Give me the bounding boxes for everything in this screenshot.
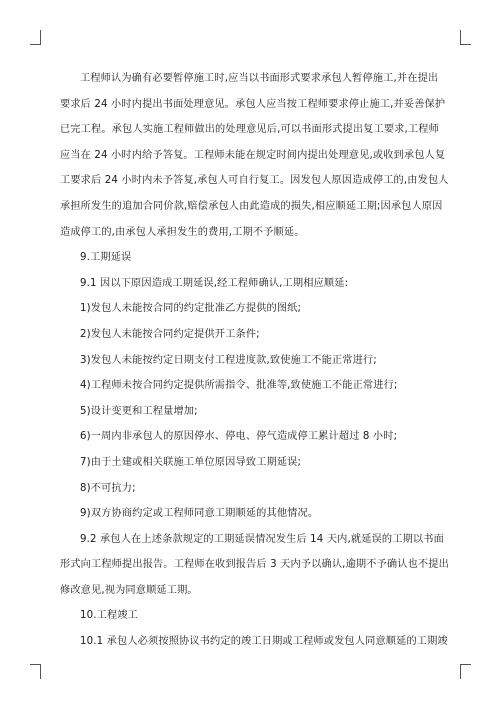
crop-mark-top-left: [30, 30, 41, 45]
paragraph-line: 应当在 24 小时内给予答复。工程师未能在规定时间内提出处理意见,或收到承包人复: [60, 149, 446, 161]
list-item: 4)工程师未按合同约定提供所需指令、批准等,致使施工不能正常进行;: [80, 380, 398, 392]
clause-line: 9.1 因以下原因造成工期延误,经工程师确认,工期相应顺延:: [80, 277, 349, 289]
clause-line: 9.2 承包人在上述条款规定的工期延误情况发生后 14 天内,就延误的工期以书面: [80, 533, 444, 545]
paragraph-line: 已完工程。承包人实施工程师做出的处理意见后,可以书面形式提出复工要求,工程师: [60, 124, 439, 136]
list-item: 6)一周内非承包人的原因停水、停电、停气造成停工累计超过 8 小时;: [80, 431, 398, 443]
list-item: 8)不可抗力;: [80, 482, 136, 494]
crop-mark-bottom-right: [460, 664, 471, 679]
paragraph-line: 形式向工程师提出报告。工程师在收到报告后 3 天内予以确认,逾期不予确认也不提出: [60, 559, 449, 571]
list-item: 9)双方协商约定或工程师同意工期顺延的其他情况。: [80, 508, 319, 520]
paragraph-line: 修改意见,视为同意顺延工期。: [60, 584, 198, 596]
list-item: 3)发包人未能按约定日期支付工程进度款,致使施工不能正常进行;: [80, 354, 377, 366]
paragraph-line: 工程师认为确有必要暂停施工时,应当以书面形式要求承包人暂停施工,并在提出: [80, 73, 439, 84]
paragraph-line: 要求后 24 小时内提出书面处理意见。承包人应当按工程师要求停止施工,并妥善保护: [60, 98, 446, 110]
section-heading: 9.工期延误: [80, 252, 132, 264]
list-item: 2)发包人未能按合同约定提供开工条件;: [80, 328, 260, 340]
crop-mark-bottom-left: [30, 664, 41, 679]
clause-line: 10.1 承包人必须按照协议书约定的竣工日期或工程师或发包人同意顺延的工期竣: [80, 636, 448, 648]
paragraph-line: 工要求后 24 小时内未予答复,承包人可自行复工。因发包人原因造成停工的,由发包人: [60, 175, 449, 187]
document-body: [60, 66, 454, 655]
list-item: 7)由于土建或相关联施工单位原因导致工期延误;: [80, 456, 302, 468]
paragraph-line: 造成停工的,由承包人承担发生的费用,工期不予顺延。: [60, 226, 305, 238]
paragraph-line: 承担所发生的追加合同价款,赔偿承包人由此造成的损失,相应顺延工期;因承包人原因: [60, 200, 443, 212]
crop-mark-top-right: [460, 30, 471, 45]
list-item: 5)设计变更和工程量增加;: [80, 405, 198, 417]
list-item: 1)发包人未能按合同的约定批准乙方提供的图纸;: [80, 303, 302, 315]
section-heading: 10.工程竣工: [80, 610, 139, 622]
